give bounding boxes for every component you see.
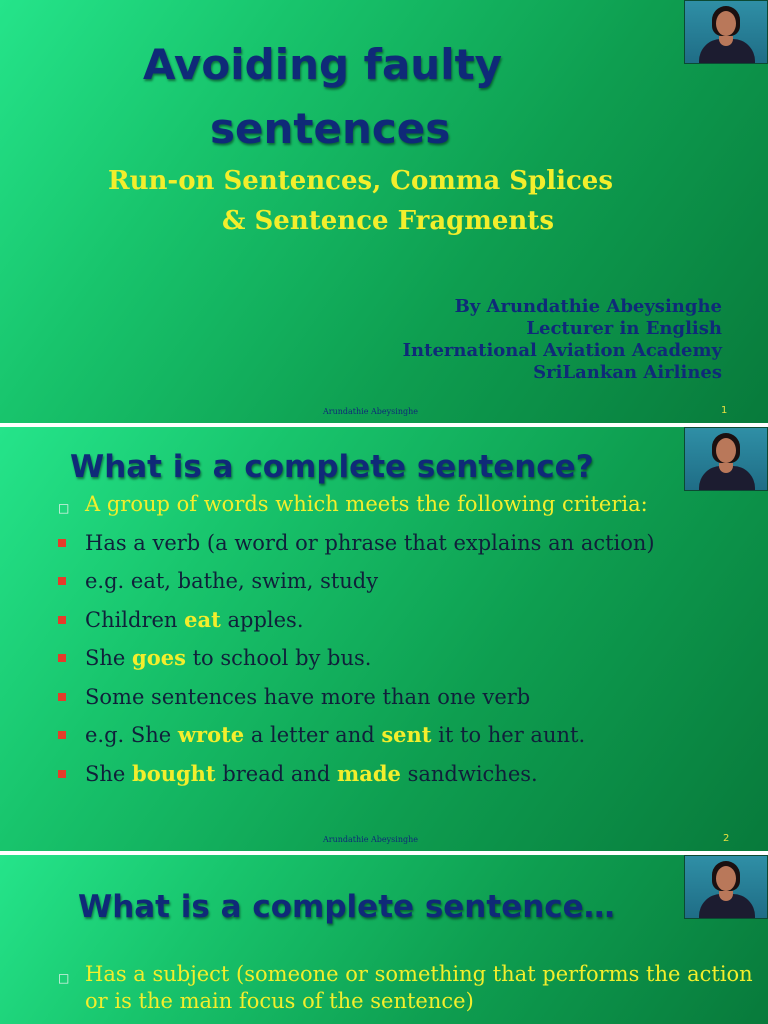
highlighted-verb: wrote [177, 722, 245, 747]
bullet-list [58, 961, 768, 1015]
bullet-text: Children [85, 607, 185, 632]
page-number: 1 [721, 405, 728, 416]
slide-title: What is a complete sentence… [78, 889, 615, 925]
bullet-text: She [85, 761, 133, 786]
list-item [58, 722, 655, 761]
highlighted-verb: sent [381, 722, 432, 747]
square-bullet-icon [58, 577, 66, 585]
author-role: Lecturer in English [526, 318, 722, 339]
bullet-text: a letter and [244, 723, 382, 747]
list-item [58, 607, 655, 646]
bullet-text: it to her aunt. [431, 723, 586, 747]
bullet-text: apples. [220, 607, 304, 632]
highlighted-verb: goes [132, 645, 186, 670]
slide-footer: Arundathie Abeysinghe [323, 835, 418, 844]
subtitle-line-1: Run-on Sentences, Comma Splices [108, 166, 613, 196]
bullet-text: sandwiches. [400, 761, 538, 786]
square-bullet-icon [58, 731, 66, 739]
square-bullet-icon [58, 770, 66, 778]
highlighted-verb: bought [132, 760, 216, 786]
highlighted-verb: made [337, 760, 401, 786]
author-organization: International Aviation Academy [402, 340, 722, 361]
subtitle-line-2: & Sentence Fragments [222, 206, 554, 236]
list-item [58, 684, 655, 723]
author-name: By Arundathie Abeysinghe [454, 296, 722, 317]
square-bullet-icon [58, 539, 66, 547]
list-item [58, 761, 655, 800]
presenter-photo [684, 427, 768, 491]
presenter-photo [684, 0, 768, 64]
slide-2 [0, 427, 768, 851]
square-bullet-icon [58, 654, 66, 662]
bullet-text: e.g. eat, bathe, swim, study [85, 569, 379, 593]
slide-title-line-1: Avoiding faulty [143, 40, 503, 89]
hollow-bullet-icon: □ [58, 501, 70, 515]
hollow-bullet-icon: □ [58, 971, 70, 985]
bullet-text: bread and [215, 761, 338, 786]
list-item [58, 961, 768, 1015]
highlighted-verb: eat [184, 606, 221, 632]
slide-3 [0, 855, 768, 1024]
bullet-text: Some sentences have more than one verb [85, 684, 531, 709]
page-number: 2 [723, 833, 730, 844]
slide-title: What is a complete sentence? [70, 449, 594, 485]
criteria-text: A group of words which meets the following criteria: [85, 492, 648, 516]
author-company: SriLankan Airlines [533, 362, 722, 383]
bullet-text: Has a verb (a word or phrase that explains an action) [85, 530, 655, 555]
bullet-text: She [85, 646, 133, 670]
slide-footer: Arundathie Abeysinghe [323, 407, 418, 416]
list-item [58, 530, 655, 569]
presenter-photo [684, 855, 768, 919]
list-item [58, 645, 655, 684]
slide-1 [0, 0, 768, 423]
slide-title-line-2: sentences [210, 104, 451, 153]
bullet-text: Has a subject (someone or something that performs the action or is the main focus of the sentence) [85, 962, 753, 1013]
bullet-text: e.g. She [85, 723, 178, 747]
square-bullet-icon [58, 616, 66, 624]
list-item [58, 491, 655, 530]
list-item [58, 568, 655, 607]
bullet-text: to school by bus. [185, 646, 372, 670]
bullet-list [58, 491, 655, 799]
square-bullet-icon [58, 693, 66, 701]
